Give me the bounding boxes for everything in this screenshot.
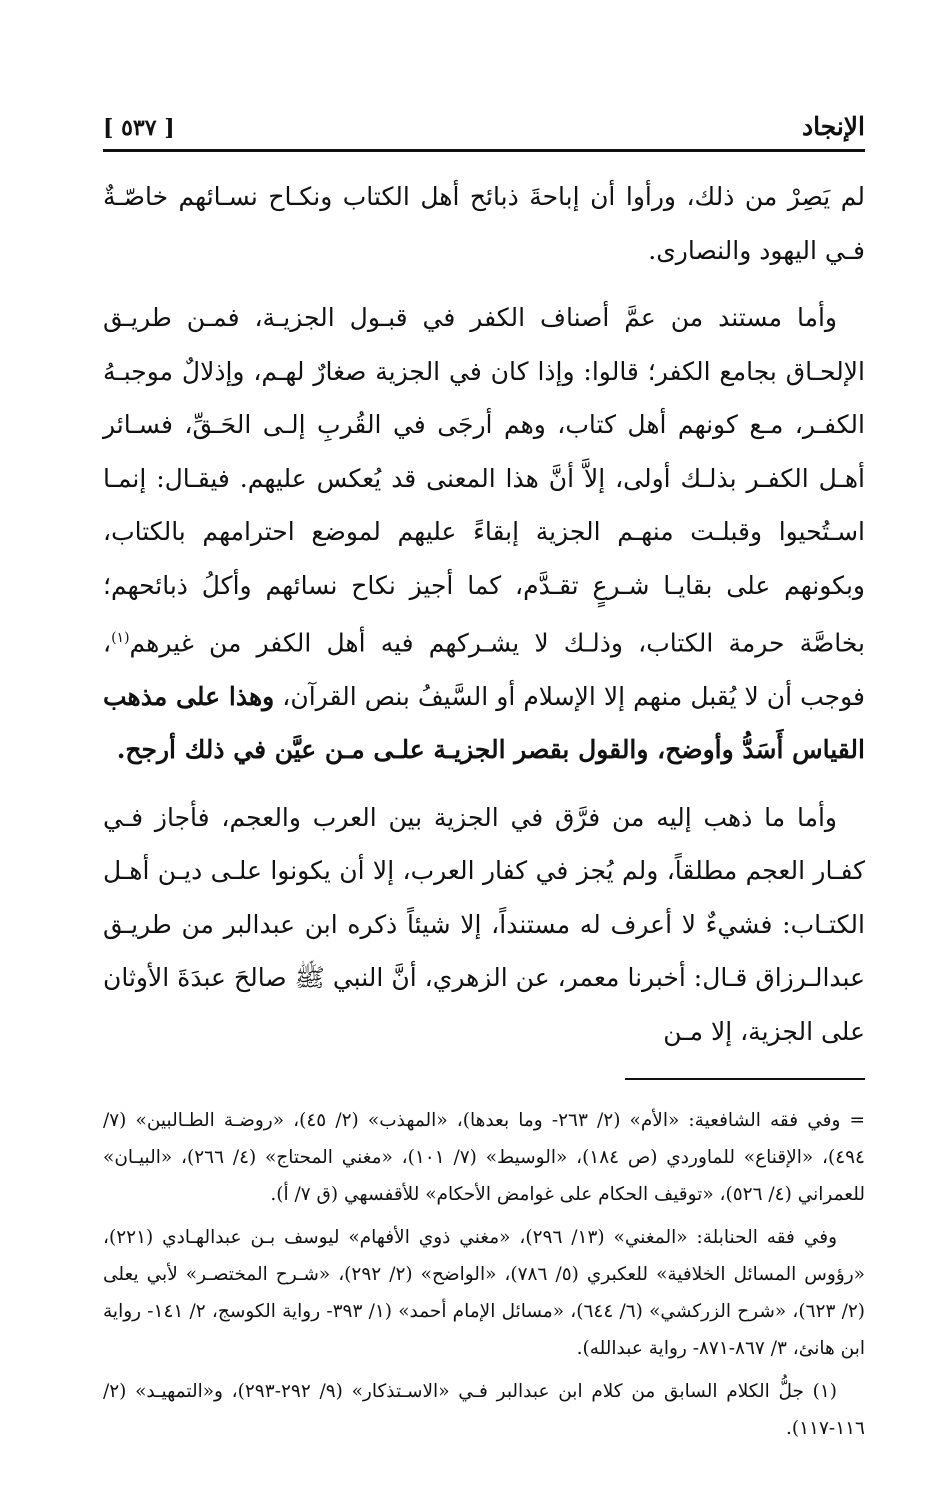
paragraph-text: ، فوجب أن لا يُقبل منهم إلا الإسلام أو السَّيفُ بنص القرآن، xyxy=(103,628,865,711)
page-header xyxy=(103,95,865,152)
footnotes xyxy=(103,1102,865,1447)
bold-conclusion: وهذا على مذهب القياس أَسَدُّ وأوضح، والقول بقصر الجزيـة علـى مـن عيَّن في ذلك أرجح. xyxy=(103,681,865,765)
paragraph: لم يَصِرْ من ذلك، ورأوا أن إباحةَ ذبائح أهل الكتاب ونكـاح نسـائهم خاصّـةٌ فـي اليهود والنصارى. xyxy=(103,182,865,265)
running-title: الإنجاد xyxy=(801,112,865,141)
paragraph: وأما ما ذهب إليه من فرَّق في الجزية بين العرب والعجم، فأجاز فـي كفـار العجم مطلقاً، ولم يُجز في كفار العرب، إلا أن يكونوا علـى ديـن أهـل الكتـاب: فشيءٌ لا أعرف له مستنداً، إلا شيئاً ذكره ابن عبدالبر من طريـق عبدالـرزاق قـال: أخبرنا معمر، عن الزهري، أنَّ النبي ﷺ صالحَ عبدَةَ الأوثان على الجزية، إلا مـن xyxy=(103,802,865,1046)
main-text xyxy=(103,170,865,1058)
footnote-continuation: وفي فقه الحنابلة: «المغني» (١٣/ ٢٩٦)، «مغني ذوي الأفهام» ليوسف بـن عبدالهـادي (٢٢١)، «رؤوس المسائل الخلافية» للعكبري (٥/ ٧٨٦)، «الواضح» (٢/ ٢٩٢)، «شـرح المختصـر» لأبي يعلى (٢/ ٦٢٣)، «شرح الزركشي» (٦/ ٦٤٤)، «مسائل الإمام أحمد» (١/ ٣٩٣- رواية الكوسج، ٢/ ١٤١- رواية ابن هانئ، ٣/ ٨٦٧-٨٧١- رواية عبدالله). xyxy=(103,1227,866,1360)
page-number: [ ٥٣٧ ] xyxy=(103,115,175,141)
paragraph-text: وأما مستند من عمَّ أصناف الكفر في قبـول الجزيـة، فمـن طريـق الإلحـاق بجامع الكفر؛ قالوا: وإذا كان في الجزية صغارٌ لهـم، وإذلالٌ موجبـهُ الكفـر، مـع كونهم أهل كتاب، وهم أرجَى في القُربِ إلـى الحَـقِّ، فسـائر أهـل الكفـر بذلـك أولى، إلاَّ أنَّ هذا المعنى قد يُعكس عليهم. فيقـال: إنمـا اسـتُحيوا وقبلـت منهـم الجزية إبقاءً عليهم لموضع احترامهم بالكتاب، وبكونهم على بقايـا شـرعٍ تقـدَّم، كما أجيز نكاح نسائهم وأكلُ ذبائحهم؛ بخاصَّة حرمة الكتاب، وذلـك لا يشـركهم فيه أهل الكفر من غيرهم xyxy=(103,303,865,658)
footnote: (١) جلُّ الكلام السابق من كلام ابن عبدالبر فـي «الاسـتذكار» (٩/ ٢٩٢-٢٩٣)، و«التمهيـد» (٢/ ١١٦-١١٧). xyxy=(103,1381,865,1440)
footnote-separator xyxy=(625,1078,865,1080)
footnote-reference: (١) xyxy=(111,630,130,646)
footnote-continuation: = وفي فقه الشافعية: «الأم» (٢/ ٢٦٣- وما بعدها)، «المهذب» (٢/ ٤٥)، «روضـة الطـالبين» (٧/ ٤٩٤)، «الإقناع» للماوردي (ص ١٨٤)، «الوسيط» (٧/ ١٠١)، «مغني المحتاج» (٤/ ٢٦٦)، «البيـان» للعمراني (٤/ ٥٢٦)، «توقيف الحكام على غوامض الأحكام» للأقفسهي (ق ٧/ أ). xyxy=(103,1110,866,1206)
book-page xyxy=(103,95,865,1453)
paragraph xyxy=(103,291,865,777)
